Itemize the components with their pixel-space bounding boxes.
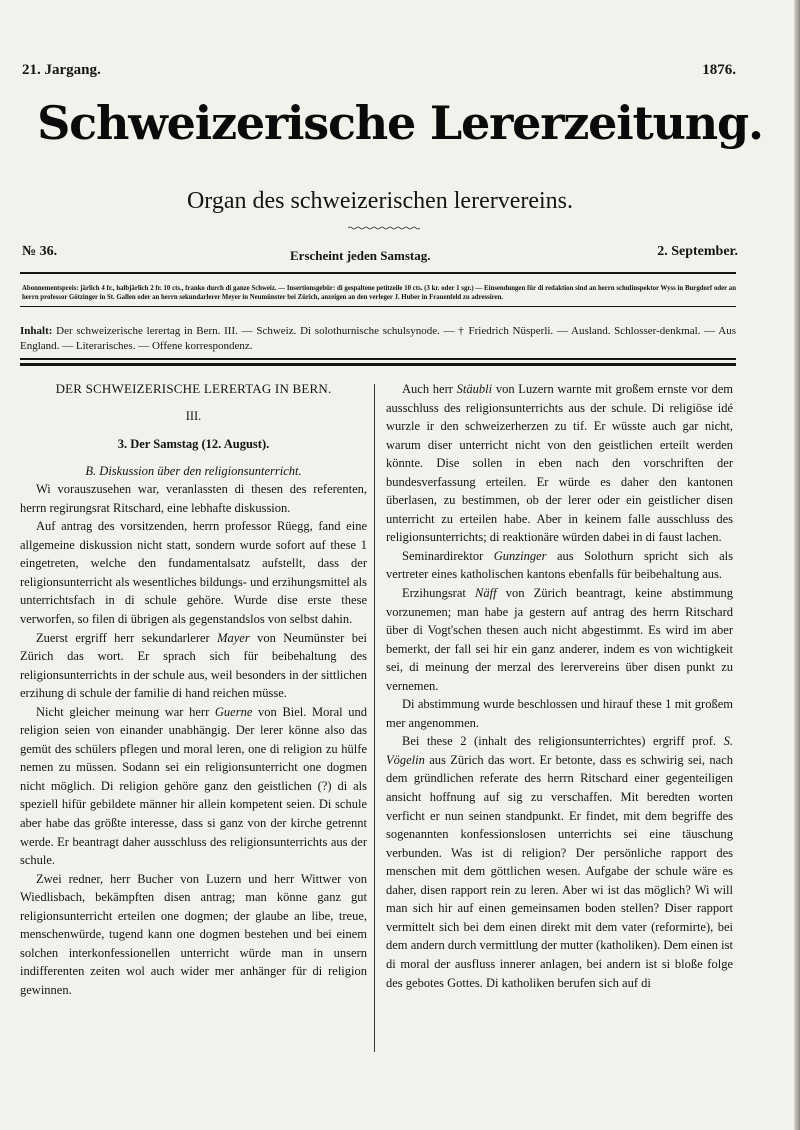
speaker-name: Guerne [214, 704, 253, 719]
rule-toc-bottom-2 [20, 363, 736, 366]
article-title: DER SCHWEIZERISCHE LERERTAG IN BERN. [55, 381, 332, 396]
left-column [20, 380, 367, 1000]
wavy-ornament [348, 226, 420, 230]
issue-date: 2. September. [657, 244, 738, 259]
speaker-name: Stäubli [456, 382, 493, 396]
table-of-contents [20, 324, 736, 354]
issue-number: № 36. [22, 244, 58, 259]
paragraph: Zuerst ergriff herr sekundarlerer Mayer von Neumünster bei Zürich das wort. Er sprach sich für beibehaltung des religionsunterrichts in der schule aus, weil besonders in der sittlichen erzihung di schule der familie di hand reichen müsse. [20, 630, 367, 701]
paragraph: Seminardirektor Gunzinger aus Solothurn spricht sich als vertreter eines katholischen kantons ebenfalls für beibehaltung aus. [386, 548, 734, 582]
toc-text: Der schweizerische lerertag in Bern. III. — Schweiz. Di solothurnische schulsynode. — † Friedrich Nüsperli. — Ausland. Schlosser-denkmal. — Aus England. — Literarisches. — Offene korrespondenz. [20, 325, 736, 352]
paragraph: Bei these 2 (inhalt des religionsunterrichtes) ergriff prof. S. Vögelin aus Zürich das wort. Er betonte, dass es schwirig sei, nach dem gründlichen referate des herrn Ritschard einer gegenteiligen ansicht hoffnung auf sig zu verschaffen. Mit beredten worten verficht er nun seinen standpunkt. Er findet, mit dem begriffe des sogenannten konfessionslosen unterrichts sei eine täuschung verbunden. Was ist di religion? Der persönliche rapport des menschen mit dem göttlichen wesen. Aufgabe der schule wäre es daher, disen rapport rein zu leren. Aber wi ist das möglich? Wi will man sich hir auf einen gemeinsamen boden stellen? Diser rapport vermittelt sich bei dem einen direkt mit dem vater (reformirte), bei dem andern durch vermittlung der mutter (katholiken). Dem einen ist di moral der ausfluss innerer anlagen, bei andern ist si bloße folge des gebotes Gottes. Di katholiken berufen sich auf di [386, 734, 733, 990]
speaker-name: Mayer [217, 630, 250, 645]
column-divider [374, 384, 375, 1052]
rule-toc-bottom-1 [20, 358, 736, 360]
paragraph: Zwei redner, herr Bucher von Luzern und herr Wittwer von Wiedlisbach, bekämpften disen antrag; man könne ganz gut religionsunterricht erteilen one dogmen; der glaube an libe, treue, menschenwürde, tugend kann one dogmen bestehen und bei einem solchen interkonfessionellen unterricht würde man in unsern indifferenten zeiten wol auch wider mer anhänger für di religion gewinnen. [20, 871, 367, 997]
frequency-label: Erscheint jeden Samstag. [290, 248, 431, 263]
article-section: B. Diskussion über den religionsunterricht. [85, 463, 302, 478]
right-column [386, 380, 733, 992]
paragraph: Wi vorauszusehen war, veranlassten di thesen des referenten, herrn regirungsrat Ritschard, eine lebhafte diskussion. [20, 482, 367, 515]
rule-notice-bottom [20, 306, 736, 307]
article-part: III. [185, 408, 202, 423]
speaker-name: S. Vögelin [386, 734, 733, 767]
masthead-title: Schweizerische Lererzeitung. [37, 96, 763, 150]
year-label: 1876. [702, 62, 736, 78]
paragraph: Di abstimmung wurde beschlossen und hirauf these 1 mit großem mer angenommen. [386, 697, 733, 730]
volume-label: 21. Jargang. [22, 62, 101, 78]
page-edge-shadow [794, 0, 800, 1130]
subscription-notice: Abonnementspreis: järlich 4 fr., halbjärlich 2 fr. 10 cts., franko durch di ganze Schweiz. — Insertionsgebür: di gespaltene petitzeile 10 cts. (3 kr. oder 1 sgr.) — Einsendungen für di redaktion sind an herrn schulinspektor Wyss in Burgdorf oder an herrn professor Götzinger in St. Gallen oder an herrn sekundarlerer Meyer in Neumünster bei Zürich, anzeigen an den verleger J. Huber in Frauenfeld zu adressiren. [22, 285, 736, 301]
speaker-name: Näff [475, 586, 497, 601]
paragraph: Nicht gleicher meinung war herr Guerne von Biel. Moral und religion seien von einander unabhängig. Der lerer könne also das gemüt des schülers pflegen und moral leren, one di religion zu hülfe nemen zu müssen. Sodann sei ein religionsunterricht one dogmen nicht möglich. Di religion gehöre ganz den geistlichen (?) di als speziell hifür gebildete männer hir allein kompetent seien. Di schule aber habe das größte interesse, dass si ganz von der kirche getrennt werde. Er beantragt daher ausschluss des religionsunterrichts aus der schule. [20, 704, 367, 868]
issue-row [22, 244, 738, 264]
rule-top [20, 272, 736, 274]
speaker-name: Gunzinger [493, 548, 547, 563]
paragraph: Auf antrag des vorsitzenden, herrn professor Rüegg, fand eine allgemeine diskussion nicht statt, sondern wurde sofort auf these 1 eingetreten, welche den fundamentalsatz aufstellt, dass der religionsunterricht als wesentliches bildungs- und erzihungsmittel als unterrichtsfach in di schule gehöre. Wurde dise erste these verworfen, so filen di übrigen als gegenstandslos von selbst dahin. [20, 519, 367, 627]
paragraph: Auch herr Stäubli von Luzern warnte mit großem ernste vor dem ausschluss des religionsunterrichts aus der schule. Di religiöse idé wurzle ir den schweizerherzen zu tif. Er wüsste auch gar nicht, warum diser unterricht nicht von den geistlichen erteilt werden könnte. Dise sollen in eben nach den vorschriften der bundesverfassung erteilen. Er würde es daher den kantonen überlasen, zu bestimmen, ob der lerer oder ein geistlicher disen unterricht zu erteilen habe. Aber in keinem falle ausschluss des religionsunterrichts; di reaktionäre würden dabei in di faust lachen. [386, 382, 733, 545]
paragraph: Erzihungsrat Näff von Zürich beantragt, keine abstimmung vorzunemen; man habe ja gestern auf antrag des herrn Ritschard über di Vogt'schen thesen auch nicht abgestimmt. Es wird im aber bemerkt, der fall sei hir ein ganz anderer, indem es von wichtigkeit sei, di meinung der merzal des lerervereins über disen punkt zu vernemen. [386, 586, 733, 693]
masthead-subtitle: Organ des schweizerischen lerervereins. [186, 188, 574, 214]
toc-label: Inhalt: [20, 325, 53, 337]
article-subheading: 3. Der Samstag (12. August). [117, 437, 270, 452]
